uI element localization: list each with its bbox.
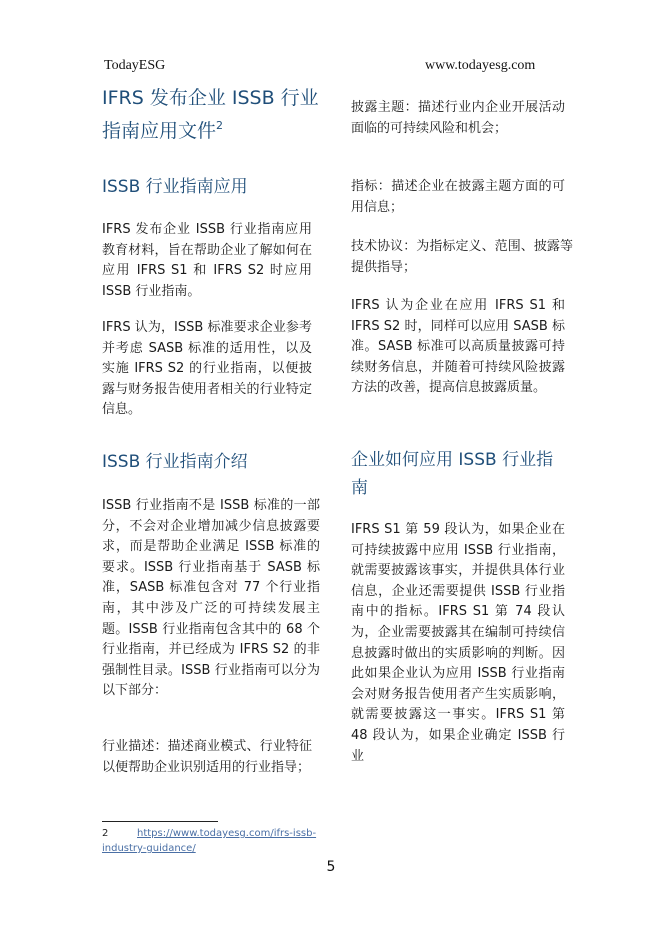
section-heading-how-to-apply: 企业如何应用 ISSB 行业指南 [351, 450, 554, 498]
header-site-url[interactable]: www.todayesg.com [425, 58, 536, 73]
footnote [102, 826, 328, 856]
paragraph: 行业描述：描述商业模式、行业特征以便帮助企业识别适用的行业指导； [102, 739, 312, 775]
header-site-name: TodayESG [104, 58, 166, 73]
paragraph: IFRS 发布企业 ISSB 行业指南应用教育材料，旨在帮助企业了解如何在应用 IFRS S1 和 IFRS S2 时应用 ISSB 行业指南。 [102, 222, 312, 299]
page-title-text: IFRS 发布企业 ISSB 行业指南应用文件 [102, 87, 319, 142]
paragraph: ISSB 行业指南不是 ISSB 标准的一部分，不会对企业增加减少信息披露要求，而是帮助企业满足 ISSB 标准的要求。ISSB 行业指南基于 SASB 标准，SASB 标准包含对 77 个行业指南，其中涉及广泛的可持续发展主题。ISSB 行业指南包含其中的 68 个行业指南，并已经成为 IFRS S2 的非强制性目录。ISSB 行业指南可以分为以下部分： [102, 498, 320, 699]
paragraph: 指标：描述企业在披露主题方面的可用信息； [351, 179, 565, 215]
page-number: 5 [326, 859, 336, 875]
footnote-number: 2 [102, 828, 109, 839]
page-title [102, 84, 328, 145]
paragraph: IFRS 认为企业在应用 IFRS S1 和 IFRS S2 时，同样可以应用 SASB 标准。SASB 标准可以高质量披露可持续财务信息，并随着可持续风险披露方法的改善，提高信息披露质量。 [351, 298, 565, 396]
paragraph: 披露主题：描述行业内企业开展活动面临的可持续风险和机会； [351, 100, 565, 136]
section-heading-application: ISSB 行业指南应用 [102, 177, 248, 197]
footnote-divider [102, 821, 218, 822]
paragraph: 技术协议：为指标定义、范围、披露等提供指导； [351, 239, 573, 275]
paragraph: IFRS 认为，ISSB 标准要求企业参考并考虑 SASB 标准的适用性，以及实施 IFRS S2 的行业指南，以便披露与财务报告使用者相关的行业特定信息。 [102, 320, 312, 418]
section-heading-introduction: ISSB 行业指南介绍 [102, 452, 248, 472]
paragraph: IFRS S1 第 59 段认为，如果企业在可持续披露中应用 ISSB 行业指南，就需要披露该事实，并提供具体行业信息，企业还需要提供 ISSB 行业指南中的指标。IFRS S1 第 74 段认为，企业需要披露其在编制可持续信息披露时做出的实质影响的判断。因此如果企业认为应用 ISSB 行业指南会对财务报告使用者产生实质影响，就需要披露这一事实。IFRS S1 第 48 段认为，如果企业确定 ISSB 行业 [351, 522, 565, 764]
footnote-link[interactable]: https://www.todayesg.com/ifrs-issb-industry-guidance/ [102, 828, 317, 854]
footnote-reference[interactable]: 2 [216, 119, 224, 132]
